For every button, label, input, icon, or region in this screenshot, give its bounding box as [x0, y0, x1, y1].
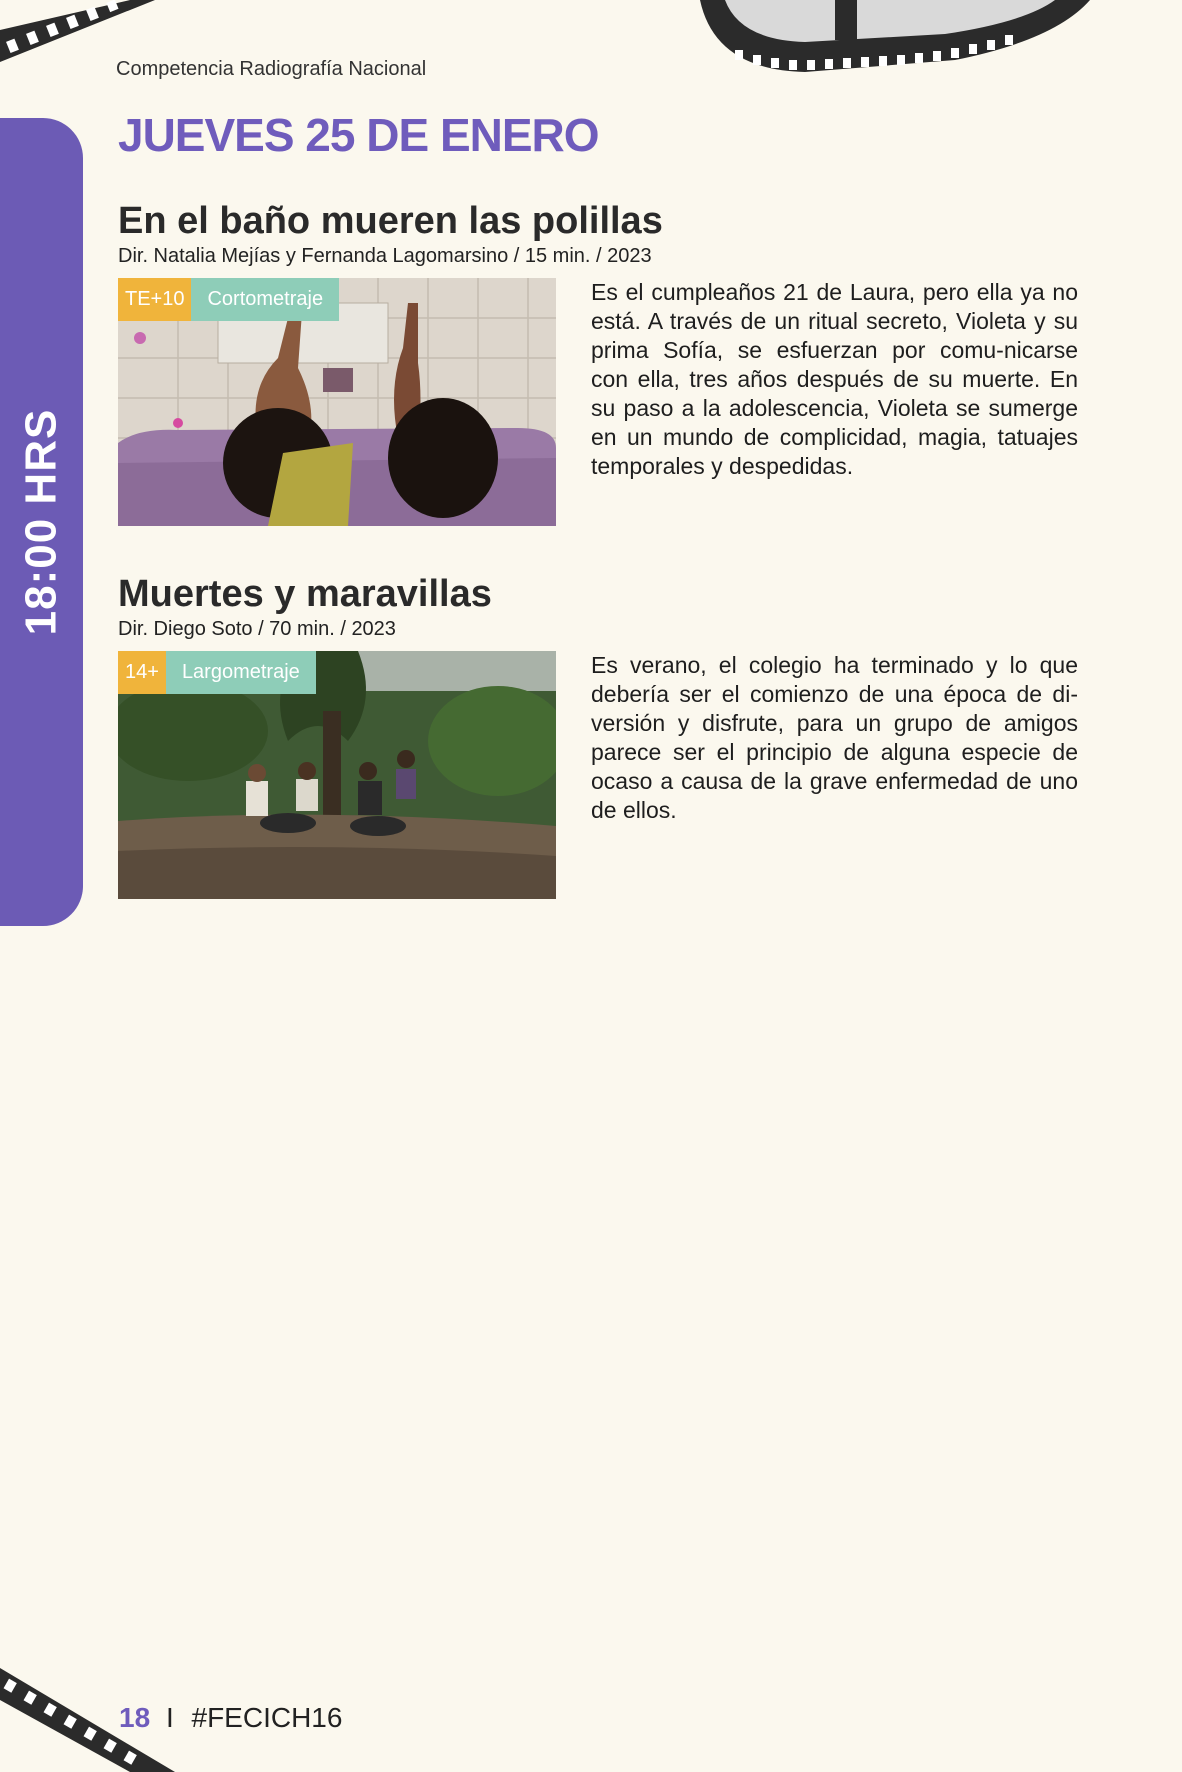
- film-still-image: [118, 278, 556, 526]
- format-badge: Cortometraje: [191, 278, 339, 321]
- footer-separator: I: [165, 1702, 174, 1733]
- time-slot-bar: [0, 118, 83, 926]
- film-title: En el baño mueren las polillas: [118, 200, 663, 242]
- film-still-image: [118, 651, 556, 899]
- film-title: Muertes y maravillas: [118, 573, 492, 615]
- film-credits: Dir. Diego Soto / 70 min. / 2023: [118, 618, 396, 640]
- film-synopsis: Es el cumpleaños 21 de Laura, pero ella ya no está. A través de un ritual secreto, Violeta y su prima Sofía, se esfuerzan por comu-nicarse con ella, tres años después de su muerte. En su paso a la adolescencia, Violeta se sumerge en un mundo de complicidad, magia, tatuajes temporales y despedidas.: [591, 279, 1078, 479]
- film-reel-top-right-decoration: [695, 0, 1095, 82]
- page-number: 18: [119, 1702, 151, 1733]
- film-synopsis: Es verano, el colegio ha terminado y lo que debería ser el comienzo de una época de di-versión y disfrute, para un grupo de amigos parece ser el principio de alguna especie de ocaso a causa de la grave enfermedad de uno de ellos.: [591, 652, 1078, 823]
- festival-hashtag: #FECICH16: [191, 1702, 343, 1733]
- film-credits: Dir. Natalia Mejías y Fernanda Lagomarsino / 15 min. / 2023: [118, 245, 652, 267]
- age-rating-badge: TE+10: [118, 278, 191, 321]
- time-slot-label: 18:00 HRS: [16, 408, 66, 636]
- page-footer: [119, 1702, 342, 1734]
- section-label: Competencia Radiografía Nacional: [116, 58, 427, 80]
- age-rating-badge: 14+: [118, 651, 166, 694]
- film-entry: [118, 200, 1078, 528]
- date-heading: JUEVES 25 DE ENERO: [118, 109, 599, 161]
- film-entry: [118, 573, 1078, 901]
- format-badge: Largometraje: [166, 651, 316, 694]
